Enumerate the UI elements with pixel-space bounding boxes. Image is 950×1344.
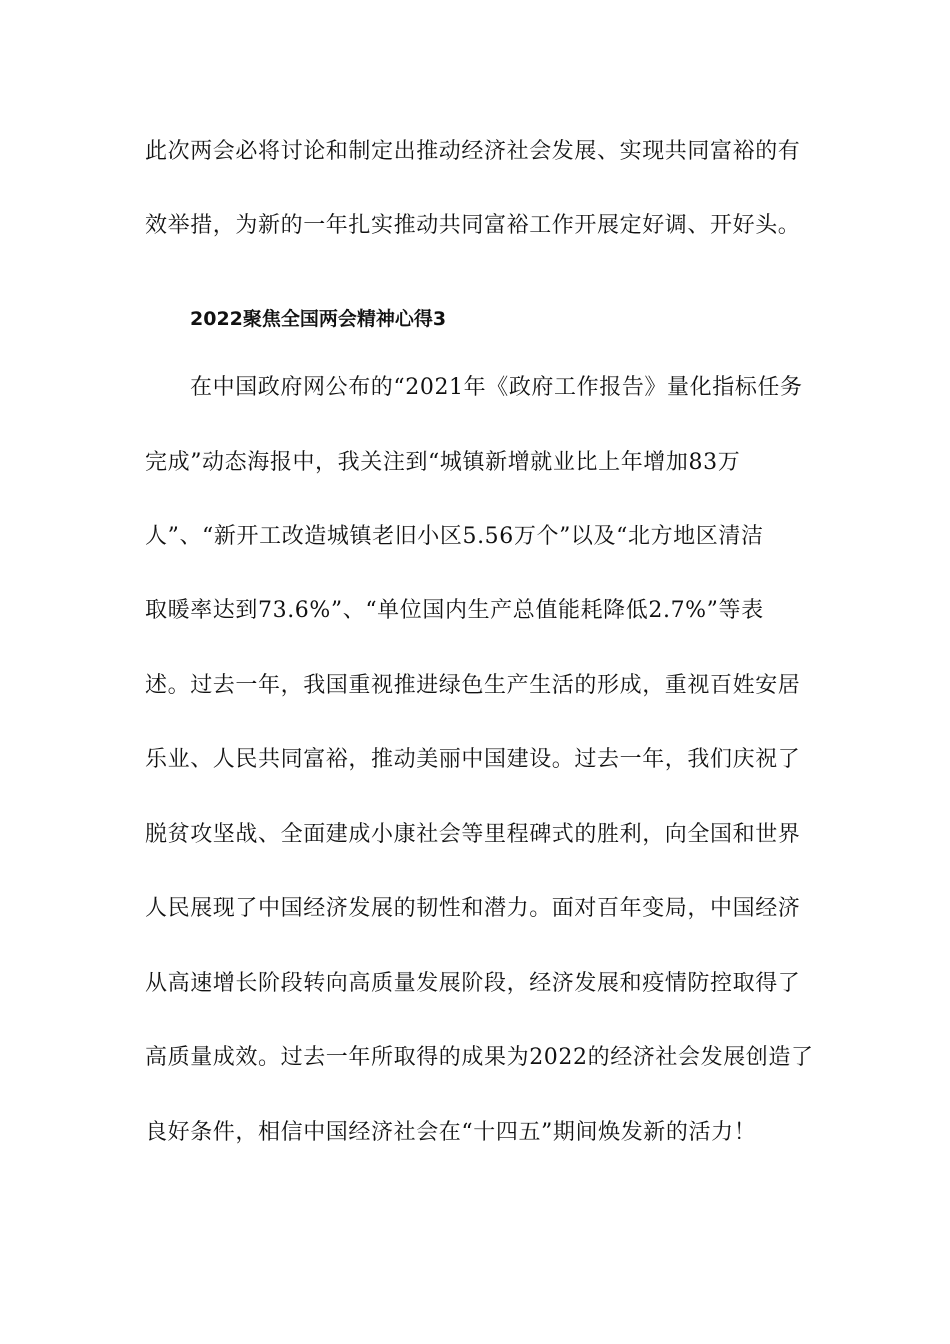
body-line: 高质量成效。过去一年所取得的成果为2022的经济社会发展创造了 — [145, 1045, 814, 1070]
intro-line: 效举措，为新的一年扎实推动共同富裕工作开展定好调、开好头。 — [145, 213, 801, 238]
body-line: 乐业、人民共同富裕，推动美丽中国建设。过去一年，我们庆祝了 — [145, 747, 801, 772]
section-heading: 2022聚焦全国两会精神心得3 — [190, 308, 447, 330]
body-line: 取暖率达到73.6%”、“单位国内生产总值能耗降低2.7%”等表 — [145, 598, 764, 623]
body-line: 述。过去一年，我国重视推进绿色生产生活的形成，重视百姓安居 — [145, 673, 801, 698]
body-line: 完成”动态海报中，我关注到“城镇新增就业比上年增加83万 — [145, 450, 741, 475]
body-line: 良好条件，相信中国经济社会在“十四五”期间焕发新的活力！ — [145, 1120, 757, 1145]
intro-line: 此次两会必将讨论和制定出推动经济社会发展、实现共同富裕的有 — [145, 139, 801, 164]
body-line: 脱贫攻坚战、全面建成小康社会等里程碑式的胜利，向全国和世界 — [145, 822, 801, 847]
body-line: 在中国政府网公布的“2021年《政府工作报告》量化指标任务 — [190, 375, 803, 400]
body-line: 人”、“新开工改造城镇老旧小区5.56万个”以及“北方地区清洁 — [145, 524, 764, 549]
body-line: 从高速增长阶段转向高质量发展阶段，经济发展和疫情防控取得了 — [145, 971, 801, 996]
body-line: 人民展现了中国经济发展的韧性和潜力。面对百年变局，中国经济 — [145, 896, 801, 921]
